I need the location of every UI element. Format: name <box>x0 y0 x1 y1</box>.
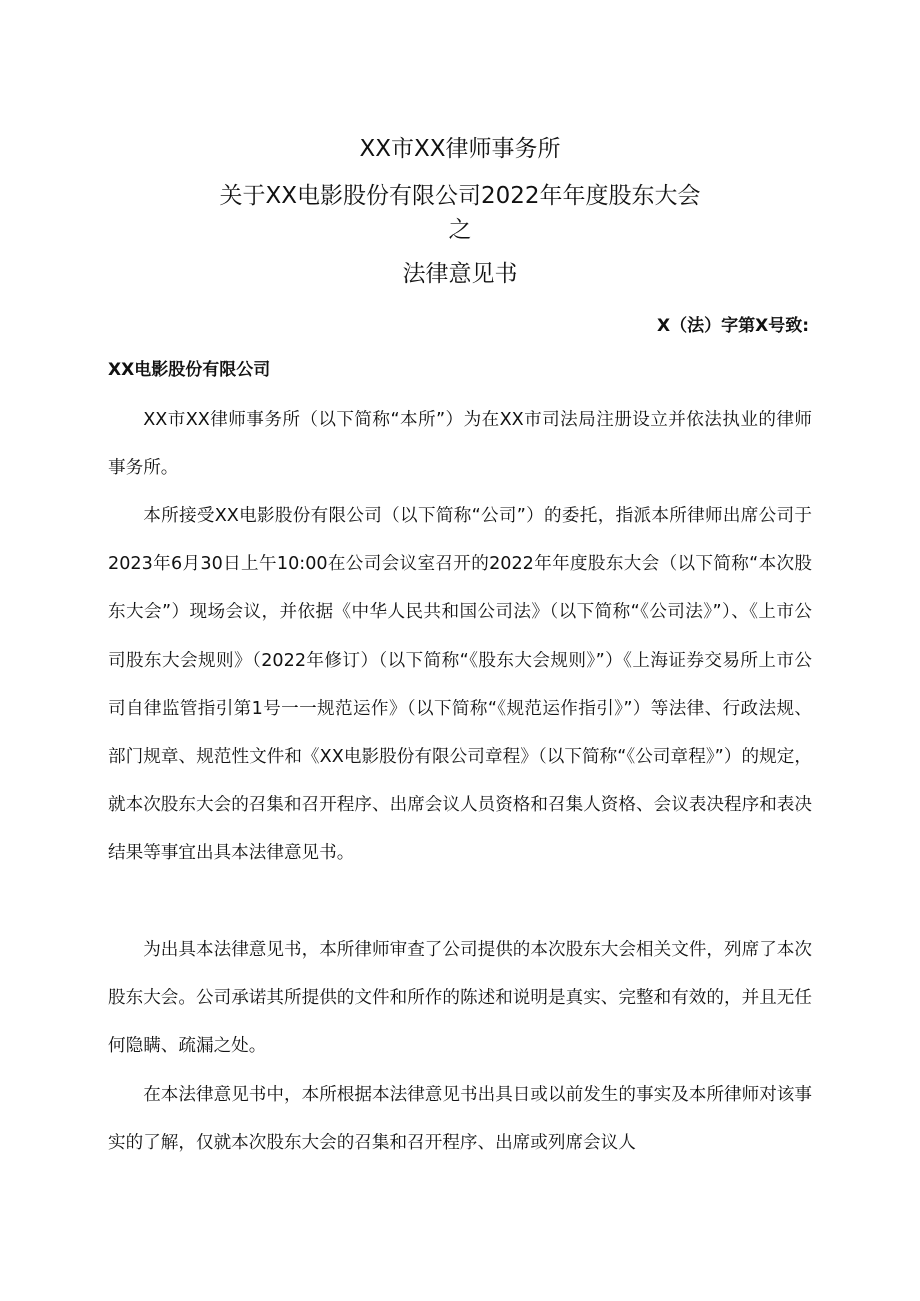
paragraph-engagement: 本所接受XX电影股份有限公司（以下简称“公司”）的委托，指派本所律师出席公司于2023年6月30日上午10:00在公司会议室召开的2022年年度股东大会（以下简称“本次股东大会”）现场会议，并依据《中华人民共和国公司法》（以下简称“《公司法》”）、《上市公司股东大会规则》（2022年修订）（以下简称“《股东大会规则》”）《上海证券交易所上市公司自律监管指引第1号一一规范运作》（以下简称“《规范运作指引》”）等法律、行政法规、部门规章、规范性文件和《XX电影股份有限公司章程》（以下简称“《公司章程》”）的规定，就本次股东大会的召集和召开程序、出席会议人员资格和召集人资格、会议表决程序和表决结果等事宜出具本法律意见书。 <box>108 506 812 864</box>
paragraph-firm-intro: XX市XX律师事务所（以下简称“本所”）为在XX市司法局注册设立并依法执业的律师事务所。 <box>108 410 812 479</box>
title-subject: 关于XX电影股份有限公司2022年年度股东大会 <box>219 183 701 209</box>
paragraph-scope: 在本法律意见书中，本所根据本法律意见书出具日或以前发生的事实及本所律师对该事实的了解，仅就本次股东大会的召集和召开程序、出席或列席会议人 <box>108 1085 812 1154</box>
title-doc-type: 法律意见书 <box>402 261 518 287</box>
paragraph-review: 为出具本法律意见书，本所律师审查了公司提供的本次股东大会相关文件，列席了本次股东大会。公司承诺其所提供的文件和所作的陈述和说明是真实、完整和有效的，并且无任何隐瞒、疏漏之处。 <box>108 940 812 1057</box>
title-firm: XX市XX律师事务所 <box>359 136 561 162</box>
document-number: X（法）字第X号致: <box>656 316 809 336</box>
title-connector: 之 <box>448 217 472 243</box>
addressee: XX电影股份有限公司 <box>108 360 271 380</box>
